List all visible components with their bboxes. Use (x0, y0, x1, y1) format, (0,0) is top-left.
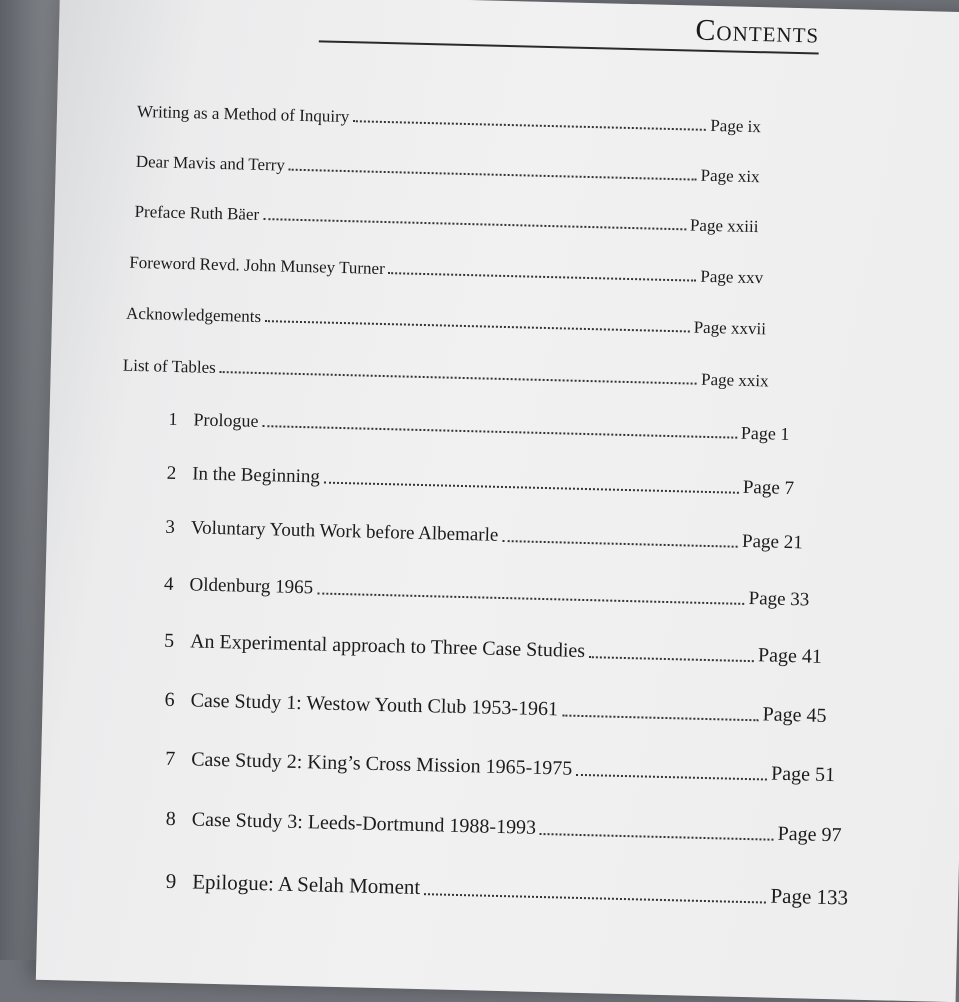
dot-leader (353, 120, 706, 131)
toc-entry-page: Page 133 (770, 883, 849, 910)
toc-entry (148, 462, 794, 500)
toc-entry (146, 688, 826, 728)
toc-entry-number: 9 (165, 868, 177, 894)
toc-entry-page: Page 97 (777, 822, 842, 847)
toc-entry-title: Voluntary Youth Work before Albemarle (190, 517, 499, 546)
toc-entry (126, 304, 766, 340)
toc-entry-page: Page 45 (762, 703, 827, 727)
toc-entry-page: Page 51 (770, 762, 836, 787)
toc-entry-page: Page xxvii (693, 317, 767, 339)
toc-entry-title: Epilogue: A Selah Moment (191, 869, 421, 900)
toc-entry-number: 3 (165, 516, 176, 538)
toc-entry-title: Oldenburg 1965 (189, 574, 314, 599)
toc-entry-title: Writing as a Method of Inquiry (136, 101, 350, 127)
table-of-contents (122, 101, 849, 910)
toc-entry (145, 573, 809, 611)
toc-entry (134, 202, 758, 237)
dot-leader (562, 714, 759, 721)
toc-entry-title: Case Study 1: Westow Youth Club 1953-1961 (190, 689, 559, 721)
toc-entry (147, 747, 835, 787)
toc-entry (137, 102, 761, 137)
dot-leader (576, 774, 767, 781)
toc-entry-page: Page 1 (740, 422, 790, 444)
toc-entry-title: List of Tables (122, 355, 216, 377)
toc-entry (123, 356, 769, 392)
toc-entry-title: Dear Mavis and Terry (135, 151, 286, 175)
toc-entry-number: 2 (166, 462, 177, 484)
dot-leader (220, 371, 697, 385)
toc-entry-number: 4 (163, 573, 174, 595)
contents-title: Contents (695, 13, 820, 50)
dot-leader (317, 592, 745, 604)
toc-entry-title: Acknowledgements (125, 303, 262, 327)
toc-entry-page: Page xix (700, 165, 760, 187)
toc-entry-number: 6 (164, 688, 175, 712)
toc-entry-title: Case Study 2: King’s Cross Mission 1965-1975 (190, 748, 573, 780)
toc-entry-page: Page 33 (748, 588, 810, 611)
toc-entry (149, 408, 789, 445)
dot-leader (502, 540, 738, 548)
toc-entry-title: An Experimental approach to Three Case Studies (189, 630, 586, 663)
toc-entry-number: 8 (165, 807, 177, 831)
toc-entry-page: Page 7 (742, 476, 795, 500)
contents-header (319, 4, 820, 54)
book-page (36, 0, 959, 1002)
toc-entry (136, 152, 760, 187)
dot-leader (589, 656, 754, 662)
toc-entry-page: Page xxix (700, 369, 769, 391)
toc-entry (147, 516, 803, 554)
toc-entry (146, 629, 822, 669)
toc-entry-title: Prologue (193, 409, 259, 431)
toc-entry-page: Page xxv (700, 266, 764, 288)
toc-entry-title: In the Beginning (191, 463, 321, 488)
toc-entry-title: Case Study 3: Leeds-Dortmund 1988-1993 (191, 808, 537, 839)
dot-leader (265, 320, 690, 332)
dot-leader (263, 218, 686, 230)
toc-entry-number: 1 (168, 408, 178, 429)
toc-entry-title: Foreword Revd. John Munsey Turner (129, 252, 386, 279)
dot-leader (289, 169, 697, 181)
toc-entry-number: 5 (163, 629, 175, 652)
toc-entry-number: 7 (164, 747, 176, 771)
dot-leader (424, 893, 766, 903)
dot-leader (540, 833, 774, 841)
toc-entry-page: Page ix (710, 115, 762, 137)
toc-entry-title: Preface Ruth Bäer (134, 201, 260, 224)
toc-entry (148, 868, 848, 910)
toc-entry (129, 253, 763, 288)
toc-entry-page: Page 21 (741, 530, 803, 554)
dot-leader (324, 482, 739, 494)
dot-leader (389, 272, 697, 282)
dot-leader (262, 425, 736, 439)
toc-entry-page: Page xxiii (689, 215, 759, 237)
toc-entry (147, 807, 841, 847)
toc-entry-page: Page 41 (757, 644, 823, 668)
